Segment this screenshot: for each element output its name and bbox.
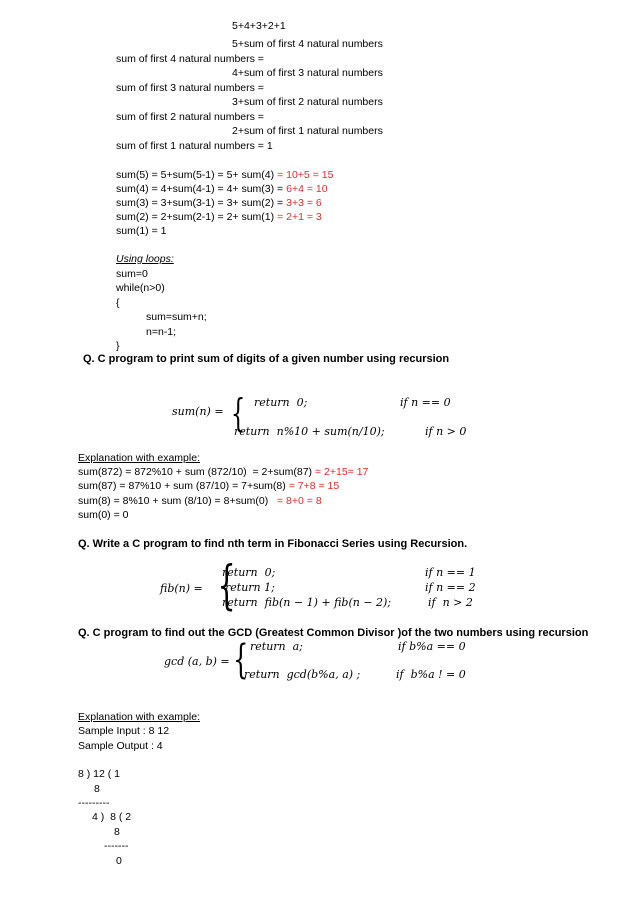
sum-step (116, 225, 166, 238)
sum-step (116, 169, 333, 182)
sum-step (116, 211, 322, 224)
text-line: 5+sum of first 4 natural numbers (232, 38, 383, 50)
formula-case: return 1; (225, 581, 275, 594)
code-line: { (116, 297, 120, 309)
sample-output: Sample Output : 4 (78, 740, 163, 752)
example-step (78, 495, 322, 508)
formula-condition: if n == 0 (400, 396, 451, 409)
left-brace-icon: { (233, 637, 249, 683)
division-line: 8 (114, 826, 120, 838)
example-step-result: = 2+15= 17 (314, 466, 369, 478)
sum-step-result: = 10+5 = 15 (277, 169, 334, 181)
formula-case: return 0; (222, 566, 276, 579)
formula-case: return fib(n − 1) + fib(n − 2); (222, 596, 392, 609)
sum-step-result: 3+3 = 6 (286, 197, 322, 209)
example-step-result: = 8+0 = 8 (274, 495, 322, 507)
code-line: } (116, 340, 120, 352)
sum-step (116, 197, 322, 210)
division-line: 0 (116, 855, 122, 867)
example-step-expr: sum(8) = 8%10 + sum (8/10) = 8+sum(0) (78, 495, 275, 507)
formula-case: return n%10 + sum(n/10); (234, 425, 385, 438)
code-line: sum=0 (116, 268, 148, 280)
formula-lhs: sum(n) = (172, 405, 224, 418)
formula-lhs: fib(n) = (160, 582, 203, 595)
example-step-result: = 7+8 = 15 (288, 480, 340, 492)
explanation-heading: Explanation with example: (78, 452, 200, 464)
division-line: 4 ) 8 ( 2 (92, 811, 132, 823)
example-step-expr: sum(87) = 87%10 + sum (87/10) = 7+sum(8) (78, 480, 289, 492)
example-step (78, 509, 128, 522)
formula-condition: if n == 2 (425, 581, 476, 594)
question-title: Q. Write a C program to find nth term in Fibonacci Series using Recursion. (78, 538, 468, 550)
code-line: sum=sum+n; (146, 311, 207, 323)
text-line: 3+sum of first 2 natural numbers (232, 96, 383, 108)
question-title: Q. C program to print sum of digits of a given number using recursion (83, 353, 450, 365)
left-brace-icon: { (230, 391, 246, 435)
formula-case: return gcd(b%a, a) ; (244, 668, 361, 681)
formula-case: return 0; (254, 396, 308, 409)
sum-step (116, 183, 328, 196)
sum-step-result: = 2+1 = 3 (277, 211, 322, 223)
sum-step-result: 6+4 = 10 (286, 183, 328, 195)
sum-step-expr: sum(2) = 2+sum(2-1) = 2+ sum(1) (116, 211, 278, 223)
formula-condition: if n > 0 (425, 425, 467, 438)
text-line: sum of first 2 natural numbers = (116, 111, 264, 123)
formula-condition: if b%a ! = 0 (396, 668, 466, 681)
example-step (78, 466, 368, 479)
text-line: sum of first 4 natural numbers = (116, 53, 264, 65)
formula-case: return a; (250, 640, 303, 653)
sample-input: Sample Input : 8 12 (78, 725, 170, 737)
example-step-expr: sum(0) = 0 (78, 509, 129, 521)
code-line: while(n>0) (116, 282, 165, 294)
formula-condition: if n == 1 (425, 566, 476, 579)
loops-heading: Using loops: (116, 253, 174, 265)
division-line: 8 (94, 783, 100, 795)
example-step-expr: sum(872) = 872%10 + sum (872/10) = 2+sum(87) (78, 466, 315, 478)
formula-condition: if b%a == 0 (398, 640, 466, 653)
explanation-heading: Explanation with example: (78, 711, 200, 723)
sum-step-expr: sum(4) = 4+sum(4-1) = 4+ sum(3) = (116, 183, 287, 195)
sum-step-expr: sum(5) = 5+sum(5-1) = 5+ sum(4) (116, 169, 278, 181)
division-line: 8 ) 12 ( 1 (78, 768, 121, 780)
formula-lhs: gcd (a, b) = (164, 655, 230, 668)
left-brace-icon: { (217, 556, 236, 616)
code-line: n=n-1; (146, 326, 177, 338)
example-step (78, 480, 339, 493)
text-line: sum of first 1 natural numbers = 1 (116, 140, 273, 152)
text-line: sum of first 3 natural numbers = (116, 82, 264, 94)
division-line: --------- (78, 797, 110, 809)
sum-step-expr: sum(1) = 1 (116, 225, 167, 237)
division-line: ------- (104, 840, 129, 852)
question-title: Q. C program to find out the GCD (Greatest Common Divisor )of the two numbers using recursion (78, 627, 589, 639)
text-line: 2+sum of first 1 natural numbers (232, 125, 383, 137)
formula-condition: if n > 2 (428, 596, 473, 609)
text-line: 4+sum of first 3 natural numbers (232, 67, 383, 79)
sum-step-expr: sum(3) = 3+sum(3-1) = 3+ sum(2) = (116, 197, 287, 209)
text-line: 5+4+3+2+1 (232, 20, 286, 32)
